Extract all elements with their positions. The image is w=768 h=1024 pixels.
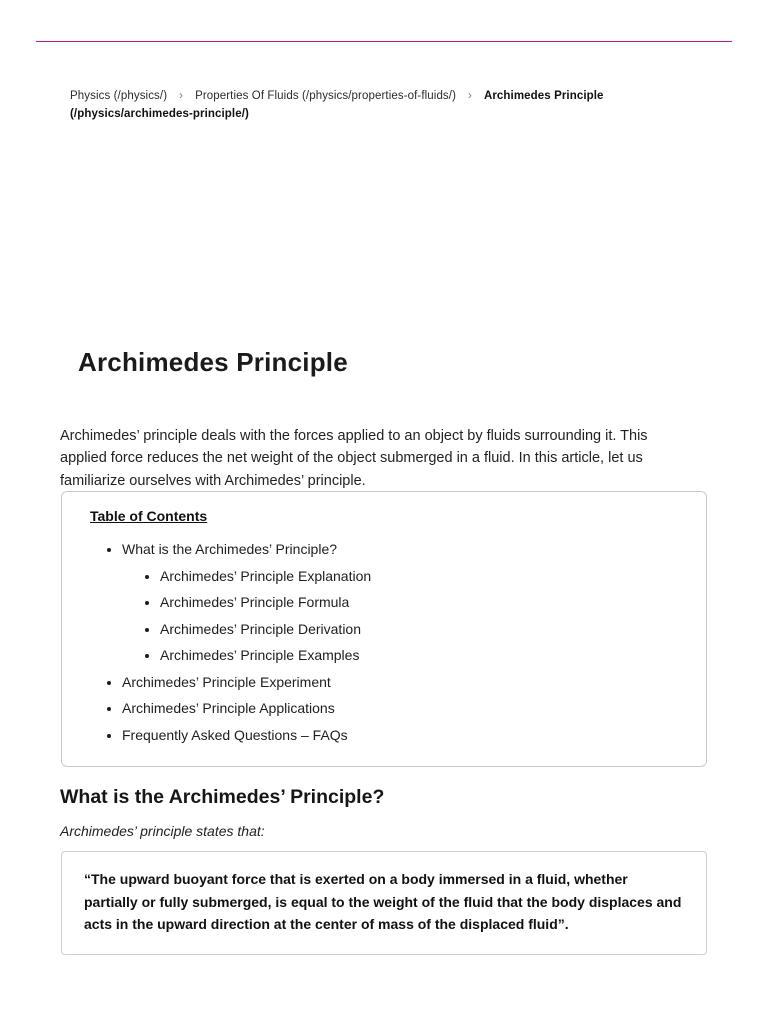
toc-link[interactable]: Archimedes’ Principle Examples (160, 647, 360, 663)
list-item[interactable] (160, 616, 686, 643)
breadcrumb-separator-1: › (179, 90, 184, 102)
quote-callout (61, 851, 707, 955)
toc-link[interactable]: Archimedes’ Principle Formula (160, 594, 350, 610)
states-that-text: Archimedes’ principle states that: (60, 823, 265, 839)
breadcrumb (70, 87, 690, 123)
breadcrumb-label-archimedes-principle: Archimedes Principle (483, 90, 604, 102)
toc-link[interactable]: Frequently Asked Questions – FAQs (122, 726, 348, 743)
list-item[interactable] (160, 642, 686, 669)
toc-list (82, 536, 686, 748)
breadcrumb-separator-2: › (468, 90, 472, 102)
page-title: Archimedes Principle (78, 347, 348, 377)
toc-link[interactable]: Archimedes’ Principle Applications (122, 700, 335, 716)
toc-link[interactable]: Archimedes’ Principle Experiment (122, 673, 331, 690)
intro-paragraph: Archimedes’ principle deals with the forces applied to an object by fluids surrounding it. This applied force reduces the net weight of the object submerged in a fluid. In this article, let us familiarize ourselves with Archimedes’ principle. (60, 427, 648, 489)
breadcrumb-path-physics: (/physics/) (113, 90, 168, 102)
toc-heading: Table of Contents (90, 508, 208, 524)
list-item[interactable] (160, 589, 686, 616)
breadcrumb-label-physics: Physics (70, 90, 111, 102)
list-item[interactable] (122, 536, 686, 669)
breadcrumb-item-physics[interactable] (70, 90, 167, 102)
list-item[interactable] (122, 722, 686, 749)
breadcrumb-label-properties-of-fluids: Properties Of Fluids (195, 90, 299, 102)
list-item[interactable] (160, 563, 686, 590)
table-of-contents (61, 491, 707, 767)
list-item[interactable] (122, 669, 686, 696)
toc-link[interactable]: Archimedes’ Principle Derivation (160, 620, 362, 637)
list-item[interactable] (122, 695, 686, 722)
breadcrumb-path-properties-of-fluids: (/physics/properties-of-fluids/) (301, 90, 457, 102)
quote-text: “The upward buoyant force that is exerted on a body immersed in a fluid, whether partially or fully submerged, is equal to the weight of the fluid that the body displaces and acts in the upward direction at the center of mass of the displaced fluid”. (84, 871, 682, 932)
toc-sublist (122, 563, 686, 669)
section-heading: What is the Archimedes’ Principle? (60, 786, 385, 808)
toc-link[interactable]: Archimedes’ Principle Explanation (160, 567, 372, 584)
toc-link[interactable]: What is the Archimedes’ Principle? (122, 541, 338, 557)
header-accent-rule (36, 41, 732, 42)
breadcrumb-path-archimedes-principle: (/physics/archimedes-principle/) (70, 108, 249, 120)
breadcrumb-item-properties-of-fluids[interactable] (195, 90, 456, 102)
